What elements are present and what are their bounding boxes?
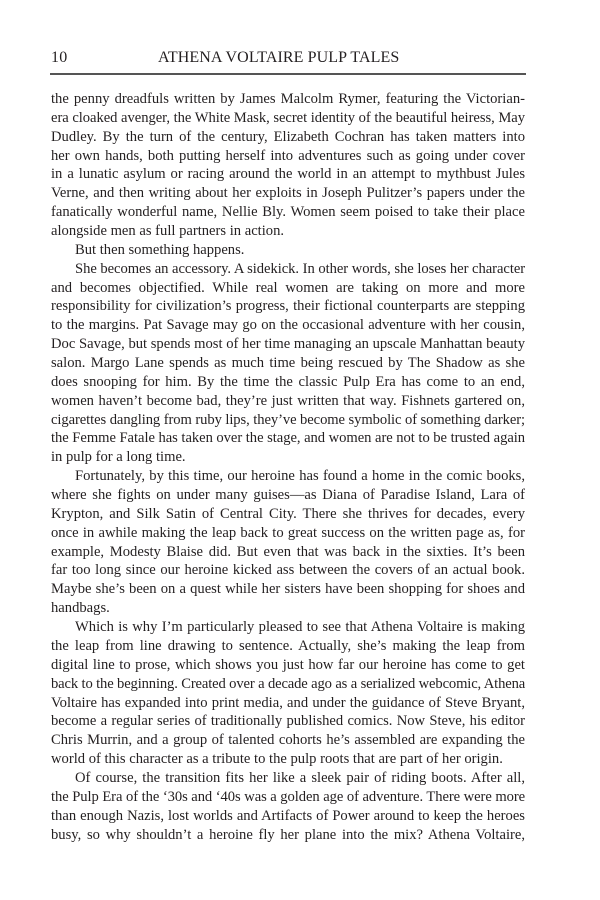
text-line: once in awhile making the leap back to great success on the written page as, for [51, 524, 525, 541]
text-line: where she fights on under many guises—as Diana of Paradise Island, Lara of [51, 487, 525, 504]
page-number: 10 [51, 49, 68, 66]
text-line: cigarettes dangling from ruby lips, they’ve become symbolic of something darker; [51, 411, 526, 428]
text-line: handbags. [51, 600, 110, 617]
text-line: Which is why I’m particularly pleased to see that Athena Voltaire is making [75, 619, 525, 636]
text-line: her own hands, both putting herself into adventures such as going under cover [51, 147, 525, 164]
text-line: example, Modesty Blaise did. But even that was back in the sixties. It’s been [51, 543, 525, 560]
text-line: responsibility for civilization’s progress, their fictional counterparts are stepping [51, 298, 525, 315]
text-line: women haven’t become bad, they’re just written that way. Fishnets gartered on, [51, 392, 525, 409]
text-line: Verne, and then writing about her exploits in Joseph Pulitzer’s papers under the [51, 185, 525, 202]
text-line: Fortunately, by this time, our heroine has found a home in the comic books, [75, 468, 525, 485]
text-line: to the margins. Pat Savage may go on the occasional adventure with her cousin, [51, 317, 525, 334]
text-line: than enough Nazis, lost worlds and Artifacts of Power around to keep the heroes [51, 807, 525, 824]
text-line: Chris Murrin, and a group of talented cohorts he’s assembled are expanding the [51, 732, 525, 749]
text-line: But then something happens. [75, 241, 245, 258]
paragraph [51, 260, 525, 467]
text-line: back to the beginning. Created over a decade ago as a serialized webcomic, Athena [51, 675, 526, 692]
text-line: the Pulp Era of the ‘30s and ‘40s was a golden age of adventure. There were more [51, 788, 526, 805]
body-text [51, 90, 525, 844]
text-line: the penny dreadfuls written by James Malcolm Rymer, featuring the Victorian- [51, 91, 525, 107]
paragraph [51, 90, 525, 241]
text-line: does snooping for him. By the time the classic Pulp Era has come to an end, [51, 373, 525, 390]
text-line: era cloaked avenger, the White Mask, secret identity of the beautiful heiress, May [51, 109, 525, 126]
text-line: in pulp for a long time. [51, 449, 186, 466]
text-line: become a regular series of traditionally published comics. Now Steve, his editor [51, 713, 525, 730]
text-line: busy, so why shouldn’t a heroine fly her plane into the mix? Athena Voltaire, [51, 826, 525, 843]
running-title: ATHENA VOLTAIRE PULP TALES [158, 49, 400, 66]
text-line: digital line to prose, which shows you just how far our heroine has come to get [51, 656, 525, 673]
text-line: far too long since our heroine kicked ass between the covers of an actual book. [51, 562, 525, 579]
text-line: Doc Savage, but spends most of her time managing an upscale Manhattan beauty [51, 336, 525, 353]
text-line: alongside men as full partners in action. [51, 223, 285, 240]
text-line: the leap from line drawing to sentence. Actually, she’s making the leap from [51, 637, 525, 654]
text-line: world of this character as a tribute to the pulp roots that are part of her origin. [51, 751, 503, 768]
text-line: Krypton, and Silk Satin of Central City. There she thrives for decades, every [51, 505, 525, 522]
text-line: and becomes objectified. While real women are taking on more and more [51, 279, 525, 296]
text-line: Of course, the transition fits her like a sleek pair of riding boots. After all, [75, 769, 525, 786]
header-rule [50, 73, 526, 75]
text-line: in a lunatic asylum or racing around the world in an attempt to mythbust Jules [51, 166, 525, 183]
text-line: Maybe she’s been on a quest while her sisters have been shopping for shoes and [51, 581, 525, 598]
running-head [51, 47, 526, 69]
text-line: salon. Margo Lane spends as much time being rescued by The Shadow as she [51, 355, 525, 372]
paragraph [51, 467, 525, 618]
paragraph [51, 241, 525, 260]
text-line: the Femme Fatale has taken over the stage, and women are not to be trusted again [51, 430, 526, 447]
text-line: Voltaire has expanded into print media, and under the guidance of Steve Bryant, [51, 694, 525, 711]
text-line: Dudley. By the turn of the century, Elizabeth Cochran has taken matters into [51, 128, 525, 145]
paragraph [51, 769, 525, 844]
text-line: She becomes an accessory. A sidekick. In other words, she loses her character [75, 260, 526, 277]
paragraph [51, 618, 525, 769]
text-line: fanatically wonderful name, Nellie Bly. Women seem poised to take their place [51, 204, 525, 221]
